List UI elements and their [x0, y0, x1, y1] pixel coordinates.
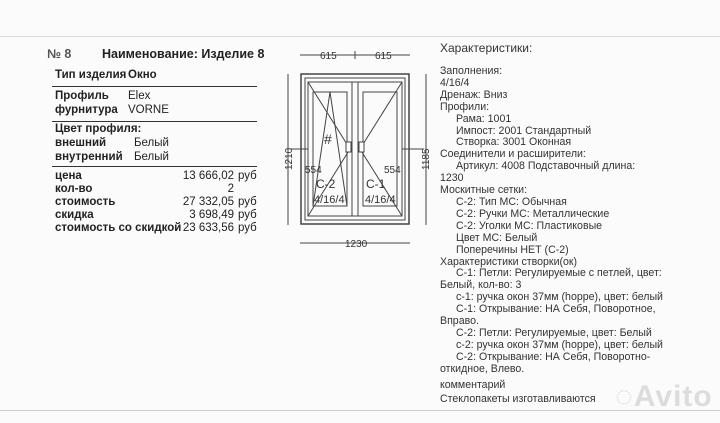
color-inner-value: Белый — [134, 151, 169, 163]
window-drawing — [280, 40, 430, 260]
characteristic-line: Москитные сетки: — [440, 184, 528, 197]
dim-bottom-width: 1230 — [345, 239, 368, 250]
price-label: цена — [55, 170, 82, 182]
item-number: № 8 — [47, 47, 72, 61]
color-outer-value: Белый — [134, 137, 169, 149]
characteristic-line: с-2: ручка окон 37мм (hoppe), цвет: белый — [456, 338, 663, 351]
characteristic-line: Соединители и расширители: — [440, 148, 586, 161]
characteristic-line: Створка: 3001 Оконная — [456, 136, 572, 149]
divider — [52, 166, 257, 167]
sash-left-label: С-2 — [316, 177, 336, 191]
characteristic-line: 4/16/4 — [440, 76, 470, 89]
divider — [52, 121, 257, 122]
tilt-mark: # — [324, 131, 332, 147]
characteristics-list — [440, 66, 663, 376]
characteristic-line: С-2: Петли: Регулируемые, цвет: Белый — [456, 326, 652, 339]
characteristic-line: откидное, Влево. — [440, 362, 525, 375]
type-value: Окно — [128, 69, 157, 81]
discounted-cost-label: стоимость со скидкой — [55, 222, 182, 234]
color-title: Цвет профиля: — [55, 123, 142, 135]
profile-value: Elex — [128, 90, 151, 102]
cost-unit: руб — [238, 196, 257, 208]
sash-right-label: С-1 — [366, 177, 386, 191]
dim-sash-right: 554 — [384, 165, 401, 176]
watermark-logo: ◌Avito — [615, 380, 713, 413]
dim-top-left: 615 — [320, 51, 337, 62]
dim-right-height: 1185 — [421, 148, 432, 170]
characteristic-line: Поперечины НЕТ (С-2) — [456, 243, 569, 256]
discount-value: 3 698,49 — [189, 209, 234, 221]
type-label: Тип изделия — [55, 69, 127, 81]
characteristic-line: Цвет МС: Белый — [456, 231, 538, 244]
characteristic-line: С-2: Открывание: НА Себя, Поворотно- — [456, 350, 651, 363]
dim-top-right: 615 — [375, 51, 392, 62]
divider — [52, 86, 257, 87]
characteristic-line: С-2: Ручки МС: Металлические — [456, 207, 610, 220]
characteristics-title: Характеристики: — [440, 41, 533, 55]
characteristic-line: Характеристики створки(ок) — [440, 255, 578, 268]
color-inner-label: внутренний — [55, 151, 123, 163]
color-outer-label: внешний — [55, 137, 107, 149]
characteristic-line: Импост: 2001 Стандартный — [456, 124, 592, 137]
cost-value: 27 332,05 — [182, 196, 234, 208]
characteristic-line: с-1: ручка окон 37мм (hoppe), цвет: белый — [456, 291, 663, 304]
price-unit: руб — [238, 170, 257, 182]
item-name: Наименование: Изделие 8 — [102, 47, 265, 61]
characteristic-line: Белый, кол-во: 3 — [440, 279, 522, 292]
footer-note: Стеклопакеты изготавливаются — [440, 393, 596, 405]
dim-left-height: 1210 — [284, 147, 295, 170]
comment-label: комментарий — [440, 379, 506, 391]
glass-left: 4/16/4 — [314, 194, 345, 206]
cost-label: стоимость — [55, 196, 116, 208]
quantity-value: 2 — [227, 183, 234, 195]
discount-unit: руб — [238, 209, 257, 221]
characteristic-line: Профили: — [440, 100, 490, 113]
characteristic-line: Заполнения: — [440, 65, 503, 77]
quantity-label: кол-во — [55, 183, 93, 195]
profile-label: Профиль — [55, 90, 109, 102]
dim-sash-left: 554 — [305, 165, 322, 176]
characteristic-line: Артикул: 4008 Подставочный длина: — [456, 160, 636, 173]
characteristic-line: Дренаж: Вниз — [440, 88, 508, 101]
glass-right: 4/16/4 — [365, 194, 396, 206]
characteristic-line: С-2: Уголки МС: Пластиковые — [456, 219, 603, 232]
hardware-value: VORNE — [128, 104, 169, 116]
discounted-cost-unit: руб — [238, 222, 257, 234]
characteristic-line: С-1: Открывание: НА Себя, Поворотное, — [456, 303, 656, 316]
characteristic-line: С-1: Петли: Регулируемые с петлей, цвет: — [456, 267, 662, 280]
characteristic-line: Рама: 1001 — [456, 112, 512, 125]
divider — [0, 36, 720, 37]
price-value: 13 666,02 — [182, 170, 234, 182]
characteristic-line: Вправо. — [440, 315, 479, 328]
discount-label: скидка — [55, 209, 94, 221]
divider — [0, 410, 720, 411]
characteristic-line: 1230 — [440, 172, 464, 185]
hardware-label: фурнитура — [55, 104, 118, 116]
characteristic-line: С-2: Тип МС: Обычная — [456, 195, 567, 208]
discounted-cost-value: 23 633,56 — [182, 222, 234, 234]
